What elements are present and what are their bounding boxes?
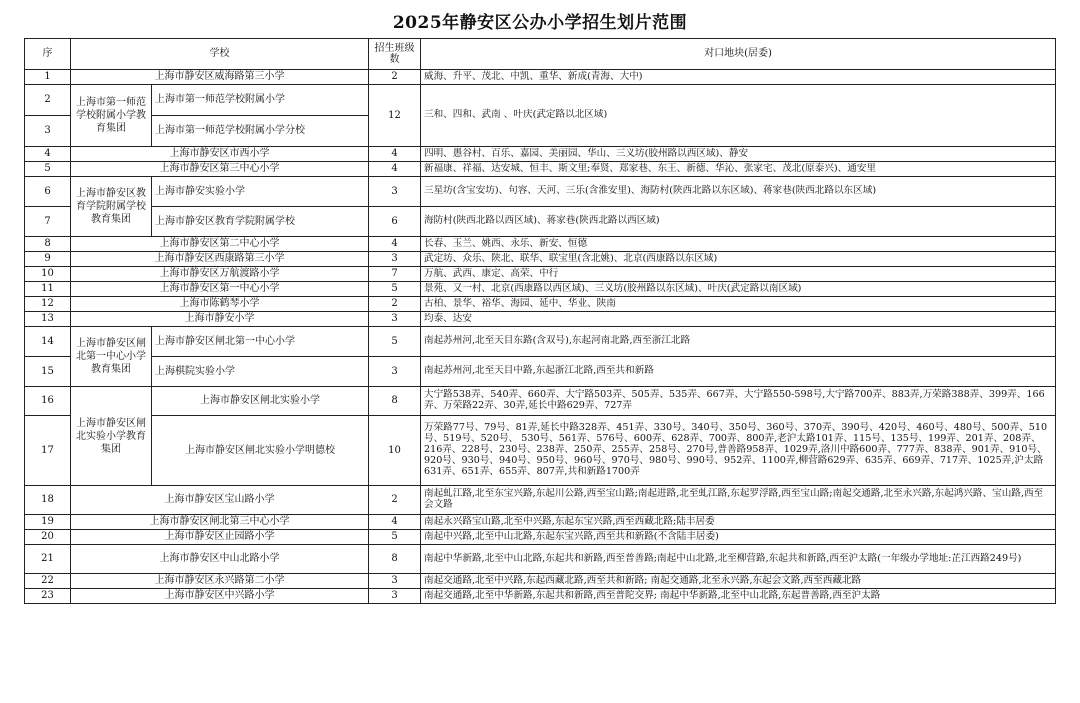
- row-school: 上海市静安区教育学院附属学校: [152, 207, 369, 237]
- row-school: 上海市静安区止园路小学: [71, 530, 369, 545]
- row-area: 万荣路77号、79号、81弄,延长中路328弄、451弄、330号、340号、350号、360号、370弄、390号、420号、460号、480号、500弄、510号、519号、520号、 530号、561弄、576号、600弄、628弄、700弄、800弄,老沪太路101弄、115号、135号、199弄、201弄、208弄、216弄、228号、230号、238弄、250弄、255弄、258号、270号,普善路958弄、1029弄,洛川中路600弄、777弄、838弄、901弄、910号、920号、930号、940号、950号、960号、970号、980号、990号、952弄、1100弄,柳营路629弄、635弄、669弄、717弄、1025弄,沪太路631弄、651弄、655弄、807弄,共和新路1700弄: [421, 416, 1056, 486]
- table-header-row: [25, 39, 1056, 70]
- row-classes: 2: [369, 297, 421, 312]
- row-classes: 5: [369, 530, 421, 545]
- row-classes: 3: [369, 177, 421, 207]
- header-area: 对口地块(居委): [421, 39, 1056, 70]
- row-classes: 3: [369, 252, 421, 267]
- row-school: 上海市静安区市西小学: [71, 147, 369, 162]
- row-classes: 4: [369, 515, 421, 530]
- row-area: 南起虬江路,北至东宝兴路,东起川公路,西至宝山路;南起进路,北至虬江路,东起罗浮路,西至宝山路;南起交通路,北至永兴路,东起鸿兴路、宝山路,西至会文路: [421, 486, 1056, 515]
- table-row: [25, 162, 1056, 177]
- row-school: 上海市静安区第三中心小学: [71, 162, 369, 177]
- table-row: [25, 357, 1056, 387]
- table-row: [25, 177, 1056, 207]
- table-row: [25, 387, 1056, 416]
- row-area: 南起永兴路宝山路,北至中兴路,东起东宝兴路,西至西藏北路;陆丰居委: [421, 515, 1056, 530]
- table-row: [25, 252, 1056, 267]
- row-school: 上海市静安区闸北实验小学: [152, 387, 369, 416]
- row-school: 上海市静安区威海路第三小学: [71, 70, 369, 85]
- row-school: 上海市静安区万航渡路小学: [71, 267, 369, 282]
- row-area: 大宁路538弄、540弄、660弄、大宁路503弄、505弄、535弄、667弄、大宁路550-598号,大宁路700弄、883弄,万荣路388弄、399弄、166弄、万荣路22弄、30弄,延长中路629弄、727弄: [421, 387, 1056, 416]
- row-school: 上海市静安区第二中心小学: [71, 237, 369, 252]
- row-area: 南起苏州河,北至天目中路,东起浙江北路,西至共和新路: [421, 357, 1056, 387]
- row-area: 万航、武西、康定、高荣、中行: [421, 267, 1056, 282]
- table-row: [25, 486, 1056, 515]
- row-seq: 1: [25, 70, 71, 85]
- row-seq: 13: [25, 312, 71, 327]
- table-row: [25, 237, 1056, 252]
- row-seq: 10: [25, 267, 71, 282]
- row-classes: 4: [369, 147, 421, 162]
- group-name: 上海市第一师范学校附属小学教育集团: [71, 85, 152, 147]
- row-seq: 14: [25, 327, 71, 357]
- row-area: 南起中兴路,北至中山北路,东起东宝兴路,西至共和新路(不含陆丰居委): [421, 530, 1056, 545]
- page-title: 2025年静安区公办小学招生划片范围: [392, 13, 688, 33]
- row-classes: 3: [369, 312, 421, 327]
- row-seq: 22: [25, 574, 71, 589]
- row-school: 上海市静安区中兴路小学: [71, 589, 369, 604]
- table-row: [25, 416, 1056, 486]
- enrollment-table: [24, 38, 1056, 604]
- row-school: 上海市静安实验小学: [152, 177, 369, 207]
- row-school: 上海棋院实验小学: [152, 357, 369, 387]
- header-school: 学校: [71, 39, 369, 70]
- row-seq: 8: [25, 237, 71, 252]
- row-area: 南起交通路,北至中兴路,东起西藏北路,西至共和新路; 南起交通路,北至永兴路,东起会文路,西至西藏北路: [421, 574, 1056, 589]
- row-classes: 2: [369, 486, 421, 515]
- row-classes: 12: [369, 85, 421, 147]
- row-classes: 2: [369, 70, 421, 85]
- table-row: [25, 70, 1056, 85]
- row-classes: 5: [369, 327, 421, 357]
- row-classes: 6: [369, 207, 421, 237]
- row-seq: 15: [25, 357, 71, 387]
- group-name: 上海市静安区闸北实验小学教育集团: [71, 387, 152, 486]
- row-school: 上海市第一师范学校附属小学: [152, 85, 369, 116]
- row-classes: 8: [369, 545, 421, 574]
- row-area: 四明、愚谷村、百乐、嘉园、美丽园、华山、三义坊(胶州路以西区域)、静安: [421, 147, 1056, 162]
- row-area: 三星坊(含宝安坊)、句容、天河、三乐(含淮安里)、海防村(陕西北路以东区域)、蒋家巷(陕西北路以东区域): [421, 177, 1056, 207]
- table-row: [25, 85, 1056, 116]
- row-classes: 3: [369, 357, 421, 387]
- row-school: 上海市静安区闸北实验小学明德校: [152, 416, 369, 486]
- table-row: [25, 589, 1056, 604]
- row-seq: 16: [25, 387, 71, 416]
- table-row: [25, 545, 1056, 574]
- row-area: 均泰、达安: [421, 312, 1056, 327]
- table-row: [25, 282, 1056, 297]
- row-classes: 10: [369, 416, 421, 486]
- row-school: 上海市静安区闸北第一中心小学: [152, 327, 369, 357]
- row-school: 上海市静安区第一中心小学: [71, 282, 369, 297]
- row-school: 上海市第一师范学校附属小学分校: [152, 116, 369, 147]
- row-classes: 5: [369, 282, 421, 297]
- row-seq: 11: [25, 282, 71, 297]
- row-area: 古柏、景华、裕华、海园、延中、华业、陕南: [421, 297, 1056, 312]
- row-classes: 7: [369, 267, 421, 282]
- row-seq: 2: [25, 85, 71, 116]
- table-row: [25, 515, 1056, 530]
- row-seq: 20: [25, 530, 71, 545]
- row-area: 武定坊、众乐、陕北、联华、联宝里(含北姚)、北京(西康路以东区域): [421, 252, 1056, 267]
- row-classes: 3: [369, 574, 421, 589]
- row-school: 上海市静安区永兴路第二小学: [71, 574, 369, 589]
- row-classes: 4: [369, 237, 421, 252]
- table-row: [25, 312, 1056, 327]
- row-seq: 21: [25, 545, 71, 574]
- table-row: [25, 267, 1056, 282]
- header-classes: 招生班级数: [369, 39, 421, 70]
- row-seq: 9: [25, 252, 71, 267]
- row-school: 上海市陈鹤琴小学: [71, 297, 369, 312]
- table-row: [25, 574, 1056, 589]
- row-seq: 12: [25, 297, 71, 312]
- header-seq: 序: [25, 39, 71, 70]
- row-seq: 6: [25, 177, 71, 207]
- row-area: 南起交通路,北至中华新路,东起共和新路,西至普陀交界; 南起中华新路,北至中山北路,东起普善路,西至沪太路: [421, 589, 1056, 604]
- table-row: [25, 297, 1056, 312]
- row-seq: 5: [25, 162, 71, 177]
- group-name: 上海市静安区闸北第一中心小学教育集团: [71, 327, 152, 387]
- row-area: 三和、四和、武南 、叶庆(武定路以北区域): [421, 85, 1056, 147]
- row-seq: 23: [25, 589, 71, 604]
- row-seq: 3: [25, 116, 71, 147]
- row-area: 海防村(陕西北路以西区域)、蒋家巷(陕西北路以西区域): [421, 207, 1056, 237]
- row-school: 上海市静安小学: [71, 312, 369, 327]
- group-name: 上海市静安区教育学院附属学校教育集团: [71, 177, 152, 237]
- table-row: [25, 207, 1056, 237]
- row-school: 上海市静安区闸北第三中心小学: [71, 515, 369, 530]
- row-school: 上海市静安区宝山路小学: [71, 486, 369, 515]
- row-classes: 3: [369, 589, 421, 604]
- row-seq: 18: [25, 486, 71, 515]
- table-row: [25, 327, 1056, 357]
- row-area: 景苑、又一村、北京(西康路以西区域)、三义坊(胶州路以东区域)、叶庆(武定路以南区域): [421, 282, 1056, 297]
- table-row: [25, 530, 1056, 545]
- row-area: 长春、玉兰、姚西、永乐、新安、恒德: [421, 237, 1056, 252]
- row-school: 上海市静安区西康路第三小学: [71, 252, 369, 267]
- row-school: 上海市静安区中山北路小学: [71, 545, 369, 574]
- row-seq: 7: [25, 207, 71, 237]
- row-area: 威海、升平、茂北、中凯、重华、新成(青海、大中): [421, 70, 1056, 85]
- row-area: 南起中华新路,北至中山北路,东起共和新路,西至普善路;南起中山北路,北至柳营路,东起共和新路,西至沪太路(一年级办学地址:芷江西路249号): [421, 545, 1056, 574]
- row-seq: 17: [25, 416, 71, 486]
- row-classes: 4: [369, 162, 421, 177]
- row-seq: 19: [25, 515, 71, 530]
- row-area: 新福康、祥福、达安城、恒丰、斯文里;奉贤、郑家巷、东王、新德、华沁、张家宅、茂北(原泰兴)、通安里: [421, 162, 1056, 177]
- row-seq: 4: [25, 147, 71, 162]
- row-area: 南起苏州河,北至天目东路(含双号),东起河南北路,西至浙江北路: [421, 327, 1056, 357]
- table-row: [25, 147, 1056, 162]
- row-classes: 8: [369, 387, 421, 416]
